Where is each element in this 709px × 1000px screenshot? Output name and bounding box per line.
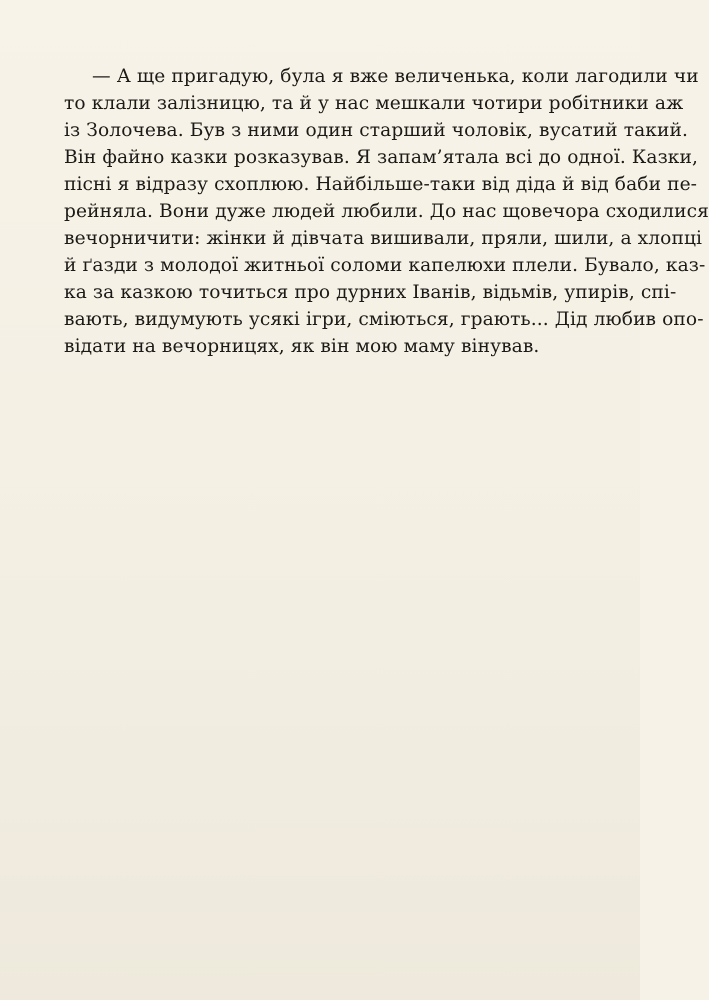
text-line-7: вечорничити: жінки й дівчата вишивали, пряли, шили, а хлопці: [64, 228, 703, 249]
text-line-2: то клали залізницю, та й у нас мешкали чотири робітники аж: [64, 93, 684, 114]
text-line-1: — А ще пригадую, була я вже величенька, коли лагодили чи: [92, 66, 699, 87]
text-line-5: пісні я відразу схоплюю. Найбільше-таки від діда й від баби пе-: [64, 174, 698, 195]
text-line-6: рейняла. Вони дуже людей любили. До нас щовечора сходилися: [64, 201, 709, 222]
text-line-8: й ґазди з молодої житньої соломи капелюхи плели. Бувало, каз-: [64, 255, 706, 276]
text-line-11: відати на вечорницях, як він мою маму вінував.: [64, 336, 540, 357]
text-line-9: ка за казкою точиться про дурних Іванів, відьмів, упирів, спі-: [64, 282, 677, 303]
text-line-3: із Золочева. Був з ними один старший чоловік, вусатий такий.: [64, 120, 688, 141]
text-line-4: Він файно казки розказував. Я запам’ятала всі до одної. Казки,: [64, 147, 699, 168]
text-line-10: вають, видумують усякі ігри, сміються, грають... Дід любив опо-: [64, 309, 704, 330]
